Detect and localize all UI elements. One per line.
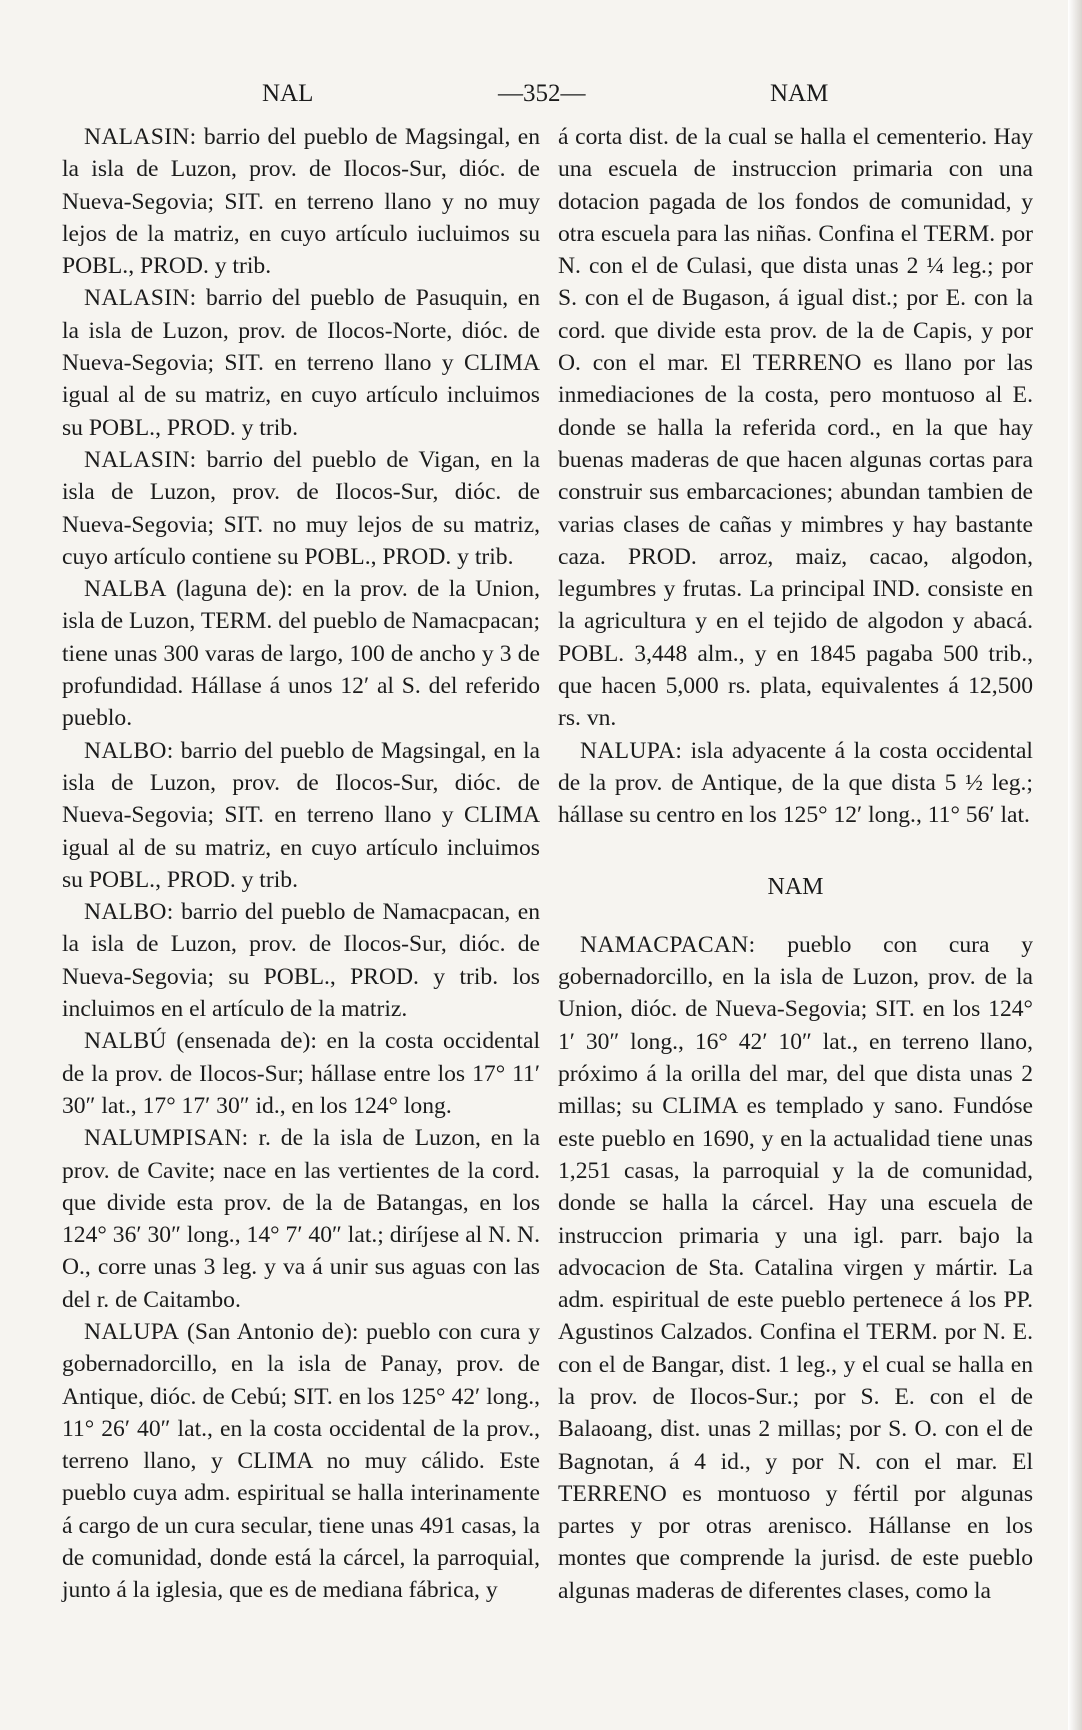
entry-headword: NALBO: <box>84 737 174 764</box>
dictionary-entry <box>62 444 540 573</box>
dictionary-entry <box>62 1316 540 1607</box>
left-column <box>62 121 540 1607</box>
entry-headword: NALASIN: <box>84 446 197 473</box>
entry-text: barrio del pueblo de Magsingal, en la isla de Luzon, prov. de Ilocos-Sur, dióc. de Nueva-Segovia; SIT. en terreno llano y CLIMA igual al de su matriz, en cuyo artículo incluimos su POBL., PROD. y trib. <box>62 737 540 893</box>
entry-headword: NALBA <box>84 576 167 603</box>
entry-headword: NALUPA: <box>580 737 683 764</box>
entry-continuation: á corta dist. de la cual se halla el cementerio. Hay una escuela de instruccion primaria con una dotacion pagada de los fondos de comunidad, y otra escuela para las niñas. Confina el TERM. por N. con el de Culasi, que dista unas 2 ¼ leg.; por S. con el de Bugason, á igual dist.; por E. con la cord. que divide esta prov. de la de Capis, y por O. con el mar. El TERRENO es llano por las inmediaciones de la costa, pero montuoso al E. donde se halla la referida cord., en la que hay buenas maderas de que hacen algunas cortas para construir sus embarcaciones; abundan tambien de varias clases de cañas y mimbres y hay bastante caza. PROD. arroz, maiz, cacao, algodon, legumbres y frutas. La principal IND. consiste en la agricultura y en el tejido de algodon y abacá. POBL. 3,448 alm., y en 1845 pagaba 500 trib., que hacen 5,000 rs. plata, equivalentes á 12,500 rs. vn. <box>558 124 1033 732</box>
entry-text: (ensenada de): en la costa occidental de la prov. de Ilocos-Sur; hállase entre los 17° 11′ 30″ lat., 17° 17′ 30″ id., en los 124° long. <box>62 1028 540 1119</box>
dictionary-entry <box>62 573 540 734</box>
header-right-key: NAM <box>770 80 829 107</box>
entry-text: barrio del pueblo de Magsingal, en la isla de Luzon, prov. de Ilocos-Sur, dióc. de Nueva-Segovia; SIT. en terreno llano y no muy lejos de la matriz, en cuyo artículo iucluimos su POBL., PROD. y trib. <box>62 124 540 280</box>
entry-headword: NALBO: <box>84 899 174 926</box>
entry-headword: NALBÚ <box>84 1028 167 1055</box>
dictionary-entry <box>558 929 1033 1607</box>
page-number: —352— <box>498 80 586 107</box>
entry-headword: NALUPA <box>84 1318 180 1345</box>
entry-headword: NALASIN: <box>84 124 197 150</box>
dictionary-entry <box>62 896 540 1025</box>
header-left-key: NAL <box>262 80 314 107</box>
dictionary-entry <box>62 282 540 443</box>
dictionary-entry <box>62 735 540 896</box>
entry-text: isla adyacente á la costa occidental de la prov. de Antique, de la que dista 5 ½ leg.; hállase su centro en los 125° 12′ long., 11° 56′ lat. <box>558 737 1033 829</box>
entry-text: (laguna de): en la prov. de la Union, isla de Luzon, TERM. del pueblo de Namacpacan; tiene unas 300 varas de largo, 100 de ancho y 3 de profundidad. Hállase á unos 12′ al S. del referido pueblo. <box>62 576 540 732</box>
dictionary-entry <box>62 1025 540 1122</box>
running-header <box>62 80 1022 114</box>
entry-text: r. de la isla de Luzon, en la prov. de Cavite; nace en las vertientes de la cord. que divide esta prov. de la de Batangas, en los 124° 36′ 30″ long., 14° 7′ 40″ lat.; diríjese al N. N. O., corre unas 3 leg. y va á unir sus aguas con las del r. de Caitambo. <box>62 1125 540 1313</box>
dictionary-entry <box>558 735 1033 832</box>
dictionary-entry <box>62 121 540 282</box>
entry-text: (San Antonio de): pueblo con cura y gobernadorcillo, en la isla de Panay, prov. de Antique, dióc. de Cebú; SIT. en los 125° 42′ long., 11° 26′ 40″ lat., en la costa occidental de la prov., terreno llano, y CLIMA no muy cálido. Este pueblo cuya adm. espiritual se halla interinamente á cargo de un cura secular, tiene unas 491 casas, la de comunidad, donde está la cárcel, la parroquial, junto á la iglesia, que es de mediana fábrica, y <box>62 1318 540 1604</box>
entry-headword: NALASIN: <box>84 285 197 312</box>
page-edge-shadow <box>1068 0 1082 1730</box>
entry-text: pueblo con cura y gobernadorcillo, en la isla de Luzon, prov. de la Union, dióc. de Nueva-Segovia; SIT. en los 124° 1′ 30″ long., 16° 42′ 10″ lat., en terreno llano, próximo á la orilla del mar, del que dista unas 2 millas; su CLIMA es templado y sano. Fundóse este pueblo en 1690, y en la actualidad tiene unas 1,251 casas, la parroquial y la de comunidad, donde se halla la cárcel. Hay una escuela de instruccion primaria y una igl. parr. bajo la advocacion de Sta. Catalina virgen y mártir. La adm. espiritual de este pueblo pertenece á los PP. Agustinos Calzados. Confina el TERM. por N. E. con el de Bangar, dist. 1 leg., y el cual se halla en la prov. de Ilocos-Sur.; por S. E. con el de Balaoang, dist. unas 2 millas; por S. O. con el de Bagnotan, á 4 id., y por N. con el mar. El TERRENO es montuoso y fértil por algunas partes y por otras arenisco. Hállanse en los montes que comprende la jurisd. de este pueblo algunas maderas de diferentes clases, como la <box>558 931 1033 1604</box>
entry-headword: NALUMPISAN: <box>84 1125 249 1152</box>
entry-text: barrio del pueblo de Pasuquin, en la isla de Luzon, prov. de Ilocos-Norte, dióc. de Nueva-Segovia; SIT. en terreno llano y CLIMA igual al de su matriz, en cuyo artículo incluimos su POBL., PROD. y trib. <box>62 285 540 441</box>
entry-text: barrio del pueblo de Namacpacan, en la isla de Luzon, prov. de Ilocos-Sur, dióc. de Nueva-Segovia; su POBL., PROD. y trib. los incluimos en el artículo de la matriz. <box>62 899 540 1023</box>
section-heading: NAM <box>767 873 824 900</box>
entry-text: barrio del pueblo de Vigan, en la isla de Luzon, prov. de Ilocos-Sur, dióc. de Nueva-Segovia; SIT. no muy lejos de su matriz, cuyo artículo contiene su POBL., PROD. y trib. <box>62 446 540 570</box>
right-column <box>558 121 1033 1607</box>
dictionary-entry <box>62 1122 540 1316</box>
entry-headword: NAMACPACAN: <box>580 931 756 958</box>
